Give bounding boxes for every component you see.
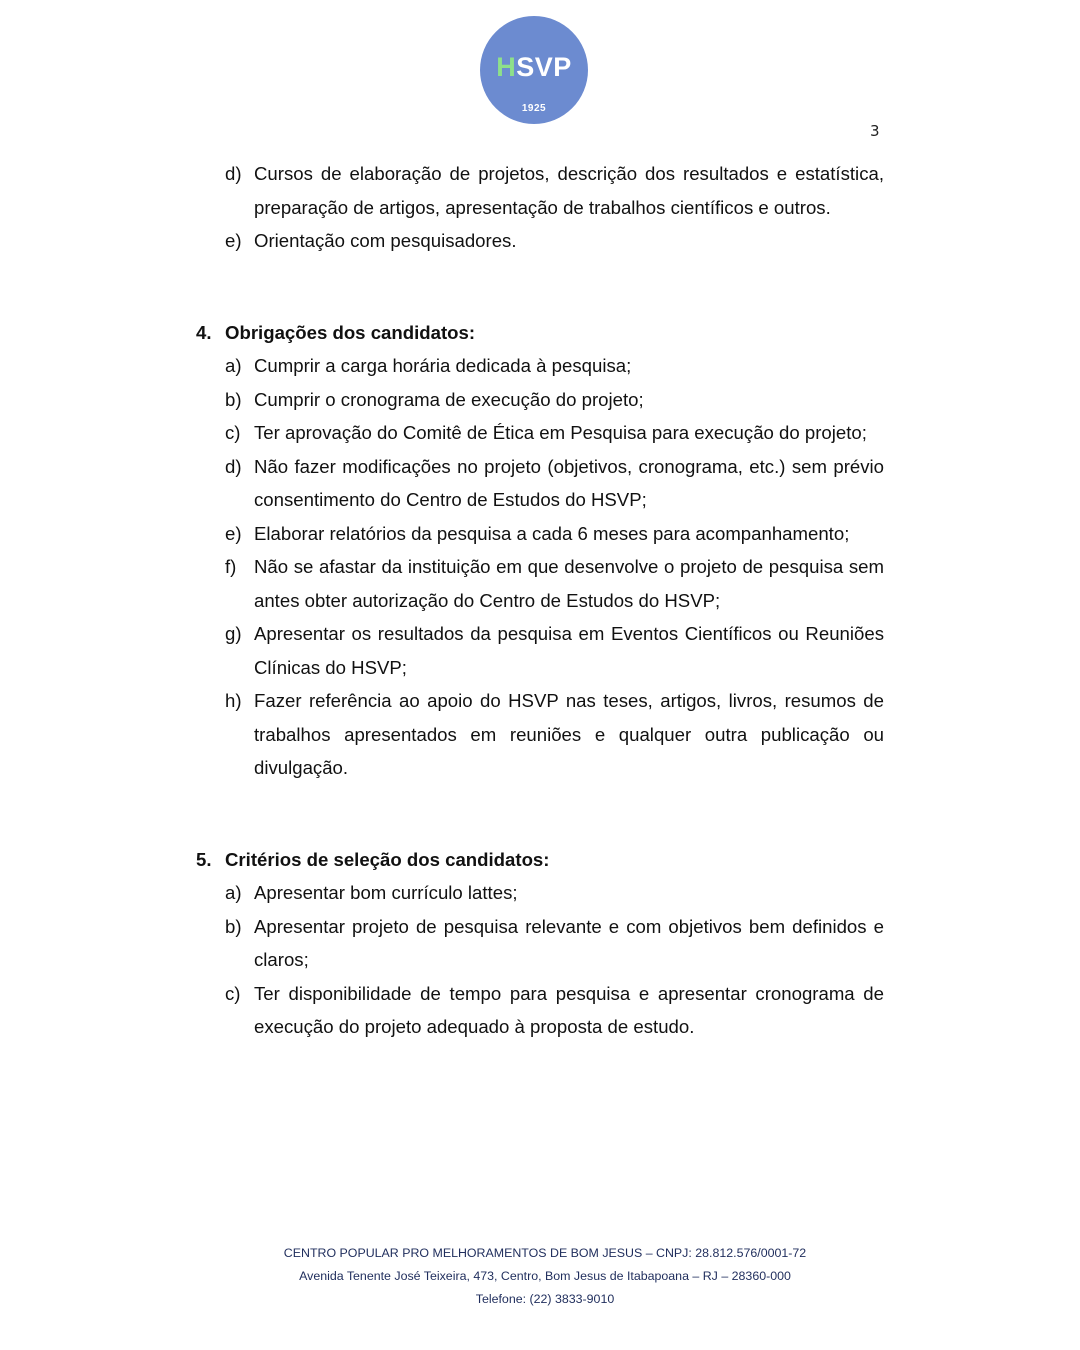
list-item: [0, 876, 884, 910]
list-marker: c): [225, 982, 241, 1004]
page-number: 3: [870, 122, 880, 140]
list-item: [0, 684, 884, 785]
section-spacer: [0, 785, 1080, 843]
list-marker: g): [225, 623, 242, 644]
logo-year: 1925: [521, 103, 547, 114]
list-item-text: Não se afastar da instituição em que desenvolve o projeto de pesquisa sem antes obter autorização do Centro de Estudos do HSVP;: [254, 556, 884, 611]
section-heading: [0, 843, 1080, 877]
list-item: [0, 517, 884, 551]
list-marker: b): [225, 388, 242, 410]
section-spacer: [0, 258, 1080, 316]
list-marker: e): [225, 230, 242, 251]
list-item-text: Não fazer modificações no projeto (objetivos, cronograma, etc.) sem prévio consentimento do Centro de Estudos do HSVP;: [254, 455, 884, 510]
list-item-text: Apresentar projeto de pesquisa relevante e com objetivos bem definidos e claros;: [254, 915, 884, 970]
list-item: [0, 416, 884, 450]
list-item-text: Cumprir o cronograma de execução do projeto;: [254, 388, 644, 410]
list-item-text: Apresentar os resultados da pesquisa em Eventos Científicos ou Reuniões Clínicas do HSVP;: [254, 623, 884, 678]
list-item-text: Orientação com pesquisadores.: [254, 230, 517, 251]
list-item-text: Cursos de elaboração de projetos, descrição dos resultados e estatística, preparação de artigos, apresentação de trabalhos científicos e outros.: [254, 163, 884, 218]
list-item-text: Cumprir a carga horária dedicada à pesquisa;: [254, 355, 632, 376]
list-item: [0, 157, 884, 224]
section-title: Critérios de seleção dos candidatos:: [225, 848, 550, 870]
list-item-text: Ter disponibilidade de tempo para pesquisa e apresentar cronograma de execução do projeto adequado à proposta de estudo.: [254, 982, 884, 1037]
list-marker: a): [225, 882, 242, 903]
list-item: [0, 977, 884, 1044]
list-item-text: Apresentar bom currículo lattes;: [254, 882, 518, 903]
section-number: 5.: [196, 848, 212, 870]
list-marker: h): [225, 690, 242, 711]
list-item-text: Ter aprovação do Comitê de Ética em Pesquisa para execução do projeto;: [254, 422, 867, 443]
list-item: [0, 224, 884, 258]
list-item-text: Elaborar relatórios da pesquisa a cada 6 meses para acompanhamento;: [254, 522, 850, 544]
list-item: [0, 910, 884, 977]
document-body: [0, 157, 1080, 1044]
logo-wordmark: [480, 52, 588, 82]
hsvp-logo: [480, 16, 588, 124]
list-marker: c): [225, 422, 241, 443]
section-title: Obrigações dos candidatos:: [225, 321, 476, 343]
footer-address: Avenida Tenente José Teixeira, 473, Centro, Bom Jesus de Itabapoana – RJ – 28360-000: [299, 1269, 791, 1283]
list-marker: a): [225, 355, 242, 376]
logo-letters-svp: SVP: [516, 52, 572, 82]
footer-organization: CENTRO POPULAR PRO MELHORAMENTOS DE BOM JESUS – CNPJ: 28.812.576/0001-72: [283, 1246, 807, 1260]
list-marker: d): [225, 455, 242, 477]
list-marker: b): [225, 915, 242, 937]
list-item: [0, 450, 884, 517]
logo-letter-h: H: [496, 52, 517, 82]
list-item: [0, 383, 884, 417]
list-item: [0, 617, 884, 684]
footer-phone: Telefone: (22) 3833-9010: [475, 1292, 615, 1306]
section-number: 4.: [196, 321, 212, 343]
section-heading: [0, 316, 1080, 350]
list-marker: f): [225, 556, 237, 577]
list-marker: e): [225, 522, 242, 544]
list-item: [0, 550, 884, 617]
list-marker: d): [225, 163, 242, 184]
page-footer: [0, 1242, 1080, 1311]
list-item-text: Fazer referência ao apoio do HSVP nas teses, artigos, livros, resumos de trabalhos apresentados em reuniões e qualquer outra publicação ou divulgação.: [254, 690, 884, 778]
list-item: [0, 349, 884, 383]
